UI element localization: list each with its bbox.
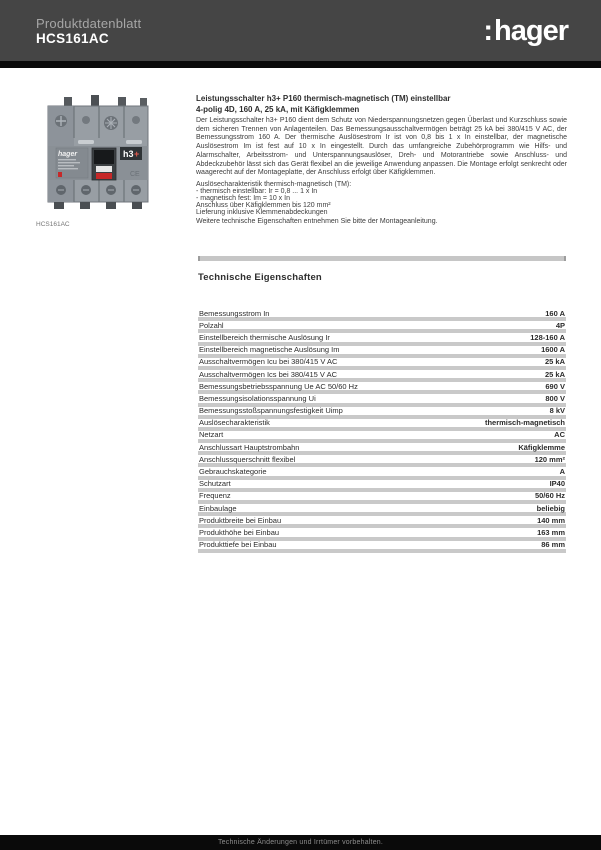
description-note: Weitere technische Eigenschaften entnehmen Sie bitte der Montageanleitung.	[196, 217, 438, 225]
row-label: Einstellbereich magnetische Auslösung Im	[199, 345, 340, 355]
table-row	[198, 541, 566, 553]
table-row	[198, 419, 566, 431]
row-value: Käfigklemme	[518, 442, 565, 452]
table-row	[198, 321, 566, 333]
table-row	[198, 455, 566, 467]
row-label: Bemessungsstrom In	[199, 308, 270, 318]
row-value: 25 kA	[544, 369, 565, 379]
row-value: A	[559, 467, 565, 477]
row-label: Produkthöhe bei Einbau	[199, 527, 280, 537]
row-value: 1600 A	[541, 345, 565, 355]
table-row	[198, 516, 566, 528]
mounting-foot	[132, 202, 142, 209]
product-title	[196, 94, 567, 115]
row-label: Bemessungsbetriebsspannung Ue AC 50/60 Hz	[199, 381, 358, 391]
table-row	[198, 528, 566, 540]
footer-text: Technische Änderungen und Irrtümer vorbehalten.	[217, 839, 384, 846]
row-label: Einbaulage	[199, 503, 237, 513]
table-row	[198, 407, 566, 419]
header-divider-strip	[0, 61, 601, 68]
mounting-foot	[80, 202, 90, 209]
section-divider-rule	[198, 256, 566, 261]
row-value: 25 kA	[544, 357, 565, 367]
hager-logo	[483, 16, 568, 46]
logo-colon: :	[483, 15, 494, 47]
row-value: 120 mm²	[534, 454, 565, 464]
table-row	[198, 504, 566, 516]
table-row	[198, 333, 566, 345]
table-row	[198, 467, 566, 479]
row-label: Ausschaltvermögen Icu bei 380/415 V AC	[199, 357, 338, 367]
product-code: HCS161AC	[36, 31, 109, 46]
row-value: 8 kV	[549, 406, 565, 416]
row-label: Ausschaltvermögen Ics bei 380/415 V AC	[199, 369, 337, 379]
row-value: 800 V	[545, 393, 565, 403]
spec-line: - thermisch einstellbar: Ir = 0,8 ... 1 x In	[196, 187, 318, 195]
row-value: 128-160 A	[530, 332, 565, 342]
table-row	[198, 431, 566, 443]
mounting-foot	[54, 202, 64, 209]
row-value: 140 mm	[537, 515, 565, 525]
row-value: 86 mm	[541, 540, 565, 550]
spec-line: Anschluss über Käfigklemmen bis 120 mm²	[196, 201, 331, 209]
h3plus-plus: +	[134, 149, 140, 159]
row-label: Gebrauchskategorie	[199, 467, 267, 477]
table-row	[198, 492, 566, 504]
section-heading: Technische Eigenschaften	[198, 272, 322, 283]
photo-caption: HCS161AC	[36, 221, 70, 228]
breaker-toggle	[94, 150, 114, 164]
table-row	[198, 346, 566, 358]
row-label: Bemessungsstoßspannungsfestigkeit Uimp	[199, 406, 343, 416]
row-value: 690 V	[545, 381, 565, 391]
spec-list	[196, 181, 567, 216]
mounting-tab	[91, 95, 99, 107]
row-value: 4P	[555, 320, 565, 330]
table-row	[198, 394, 566, 406]
table-row	[198, 358, 566, 370]
row-value: beliebig	[536, 503, 565, 513]
terminal-screw	[82, 116, 90, 124]
table-row	[198, 480, 566, 492]
logo-wordmark: hager	[494, 15, 568, 47]
row-label: Bemessungsisolationsspannung Ui	[199, 393, 316, 403]
row-label: Anschlussart Hauptstrombahn	[199, 442, 300, 452]
header-bar	[0, 0, 601, 61]
characteristics-table	[198, 309, 566, 553]
product-title-line1: Leistungsschalter h3+ P160 thermisch-magnetisch (TM) einstellbar	[196, 94, 451, 103]
table-row	[198, 309, 566, 321]
on-window	[96, 173, 112, 179]
breaker-illustration	[36, 90, 160, 218]
spec-line: Auslösecharakteristik thermisch-magnetisch (TM):	[196, 180, 352, 188]
row-label: Netzart	[199, 430, 224, 440]
row-value: thermisch-magnetisch	[484, 418, 565, 428]
doc-type-label: Produktdatenblatt	[36, 16, 142, 31]
table-row	[198, 382, 566, 394]
product-photo	[36, 90, 160, 218]
row-value: 163 mm	[537, 527, 565, 537]
red-indicator	[58, 172, 62, 177]
ce-mark: CE	[130, 171, 140, 178]
h3plus-text: h3	[123, 149, 134, 159]
footer-bar	[0, 835, 601, 850]
row-value: AC	[554, 430, 565, 440]
product-paragraph: Der Leistungsschalter h3+ P160 dient dem Schutz von Niederspannungsnetzen gegen Überlast und Kurzschluss sowie dem sicheren Trennen von Anlagenteilen. Das Bemessungsausschaltvermögen beträgt 25 kA bei 380/415 V AC, der Bemessungsstrom 160 A. Der thermische Auslösestrom Ir ist von 0,8 bis 1 x In einstellbar, der magnetische Auslösestrom Im ist fest auf 10 x In eingestellt. Durch das umfangreiche Zubehörprogramm wie Hilfs- und Alarmschalter, Arbeitsstrom- und Unterspannungsauslöser, Dreh- und Motorantriebe sowie Anschluss- und Abdeckzubehör lässt sich das Gerät flexibel an die jeweilige Anwendung anpassen. Die Montage erfolgt senkrecht oder waagerecht auf der Montageplatte, der Anschluss erfolgt über Käfigklemmen.	[196, 117, 567, 177]
table-row	[198, 370, 566, 382]
row-label: Auslösecharakteristik	[199, 418, 270, 428]
row-label: Polzahl	[199, 320, 224, 330]
terminal-screw	[132, 116, 140, 124]
row-label: Einstellbereich thermische Auslösung Ir	[199, 332, 330, 342]
row-value: 160 A	[545, 308, 565, 318]
row-label: Produktbreite bei Einbau	[199, 515, 282, 525]
row-value: 50/60 Hz	[534, 491, 565, 501]
mounting-foot	[106, 202, 116, 209]
table-row	[198, 443, 566, 455]
row-label: Produkttiefe bei Einbau	[199, 540, 277, 550]
spec-line: - magnetisch fest: Im = 10 x In	[196, 194, 290, 202]
row-label: Anschlussquerschnitt flexibel	[199, 454, 296, 464]
product-description	[196, 94, 567, 225]
device-brand-text: hager	[58, 151, 78, 158]
row-label: Schutzart	[199, 479, 231, 489]
product-title-line2: 4-polig 4D, 160 A, 25 kA, mit Käfigklemmen	[196, 104, 360, 114]
spec-line: Lieferung inklusive Klemmenabdeckungen	[196, 208, 328, 216]
row-label: Frequenz	[199, 491, 231, 501]
row-value: IP40	[549, 479, 565, 489]
